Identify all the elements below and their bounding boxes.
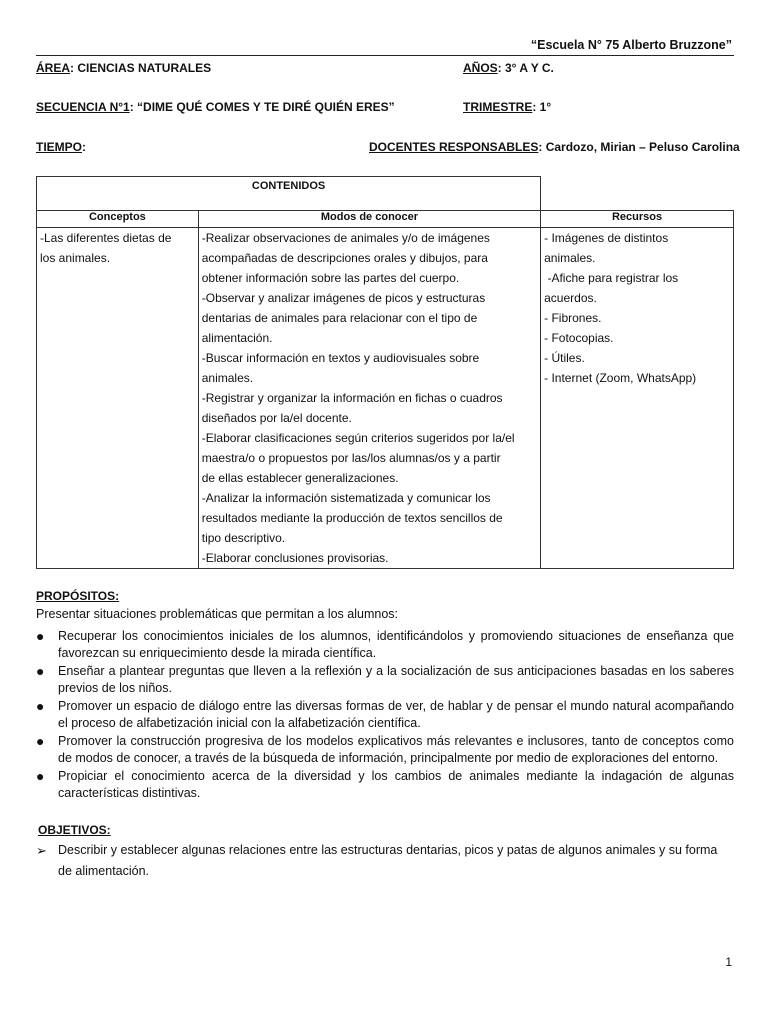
area-label: ÁREA bbox=[36, 61, 71, 75]
text-line: -Elaborar clasificaciones según criterios sugeridos por la/el bbox=[201, 431, 515, 445]
list-item: ● Promover la construcción progresiva de los modelos explicativos más relevantes e inclusores, tanto de conceptos como de modos de conocer, a través de la búsqueda de información, principalmente por medio de exploraciones del entorno. bbox=[36, 733, 734, 765]
bullet-icon: ● bbox=[36, 628, 45, 644]
recursos-header: Recursos bbox=[541, 211, 734, 228]
text-line: alimentación. bbox=[201, 331, 273, 345]
text-line: acompañadas de descripciones orales y dibujos, para bbox=[201, 251, 488, 265]
modos-header: Modos de conocer bbox=[198, 211, 540, 228]
anos-line bbox=[463, 61, 554, 75]
text-line: obtener información sobre las partes del cuerpo. bbox=[201, 271, 460, 285]
text-line: -Afiche para registrar los bbox=[544, 271, 679, 285]
contenidos-header: CONTENIDOS bbox=[37, 177, 541, 211]
secuencia-value: : “DIME QUÉ COMES Y TE DIRÉ QUIÉN ERES” bbox=[129, 100, 395, 114]
text-line: -Elaborar conclusiones provisorias. bbox=[201, 551, 389, 565]
modos-cell bbox=[198, 228, 540, 569]
tiempo-line bbox=[36, 140, 86, 154]
list-item: ● Promover un espacio de diálogo entre las diversas formas de ver, de hablar y de pensar el mundo natural acompañando el proceso de alfabetización inicial con la alfabetización científica. bbox=[36, 698, 734, 730]
contenidos-table bbox=[36, 176, 734, 569]
bullet-icon: ● bbox=[36, 733, 45, 749]
text-line: - Fotocopias. bbox=[544, 331, 614, 345]
docentes-line bbox=[369, 140, 740, 154]
text-line: dentarias de animales para relacionar con el tipo de bbox=[201, 311, 478, 325]
conceptos-header: Conceptos bbox=[37, 211, 199, 228]
bullet-icon: ● bbox=[36, 768, 45, 784]
header-rule bbox=[36, 55, 734, 56]
text-line: -Realizar observaciones de animales y/o de imágenes bbox=[201, 231, 490, 245]
text-line: tipo descriptivo. bbox=[201, 531, 286, 545]
objetivos-item: ➢ Describir y establecer algunas relaciones entre las estructuras dentarias, picos y patas de algunos animales y su forma de alimentación. bbox=[36, 840, 734, 882]
text-line: resultados mediante la producción de textos sencillos de bbox=[201, 511, 503, 525]
text-line: -Registrar y organizar la información en fichas o cuadros bbox=[201, 391, 503, 405]
text-line: diseñados por la/el docente. bbox=[201, 411, 352, 425]
text-line: animales. bbox=[201, 371, 254, 385]
list-item: ● Propiciar el conocimiento acerca de la diversidad y los cambios de animales mediante la indagación de algunas características distintivas. bbox=[36, 768, 734, 800]
text-line: los animales. bbox=[40, 251, 111, 265]
secuencia-line bbox=[36, 100, 395, 114]
anos-value: : 3° A Y C. bbox=[497, 61, 554, 75]
objetivos-title: OBJETIVOS: bbox=[38, 823, 111, 837]
propositos-list bbox=[36, 628, 734, 803]
text-line: - Fibrones. bbox=[544, 311, 602, 325]
trimestre-value: : 1° bbox=[532, 100, 552, 114]
school-name: “Escuela N° 75 Alberto Bruzzone” bbox=[530, 38, 732, 52]
recursos-cell bbox=[541, 228, 734, 569]
bullet-icon: ● bbox=[36, 698, 45, 714]
propositos-title: PROPÓSITOS: bbox=[36, 589, 120, 603]
area-value: : CIENCIAS NATURALES bbox=[70, 61, 212, 75]
text-line: - Útiles. bbox=[544, 351, 585, 365]
docentes-label: DOCENTES RESPONSABLES bbox=[369, 140, 539, 154]
text-line: - Internet (Zoom, WhatsApp) bbox=[544, 371, 697, 385]
trimestre-label: TRIMESTRE bbox=[463, 100, 533, 114]
bullet-icon: ● bbox=[36, 663, 45, 679]
propositos-intro: Presentar situaciones problemáticas que permitan a los alumnos: bbox=[36, 607, 398, 621]
text-line: - Imágenes de distintos bbox=[544, 231, 669, 245]
text-line: de ellas establecer generalizaciones. bbox=[201, 471, 399, 485]
arrowhead-bullet-icon: ➢ bbox=[36, 843, 47, 858]
anos-label: AÑOS bbox=[463, 61, 498, 75]
secuencia-label: SECUENCIA N°1 bbox=[36, 100, 130, 114]
trimestre-line bbox=[463, 100, 551, 114]
docentes-value: : Cardozo, Mirian – Peluso Carolina bbox=[538, 140, 740, 154]
text-line: maestra/o o propuestos por las/los alumnas/os y a partir bbox=[201, 451, 501, 465]
tiempo-value: : bbox=[82, 140, 87, 154]
list-item: ● Enseñar a plantear preguntas que lleven a la reflexión y a la socialización de sus anticipaciones basadas en los saberes previos de los niños. bbox=[36, 663, 734, 695]
text-line: -Buscar información en textos y audiovisuales sobre bbox=[201, 351, 480, 365]
text-line: -Analizar la información sistematizada y comunicar los bbox=[201, 491, 491, 505]
list-item: ● Recuperar los conocimientos iniciales de los alumnos, identificándolos y promoviendo situaciones de enseñanza que favorezcan su enriquecimiento desde la mirada científica. bbox=[36, 628, 734, 660]
page-number: 1 bbox=[725, 955, 732, 969]
text-line: animales. bbox=[544, 251, 596, 265]
text-line: acuerdos. bbox=[544, 291, 597, 305]
text-line: -Las diferentes dietas de bbox=[40, 231, 172, 245]
tiempo-label: TIEMPO bbox=[36, 140, 83, 154]
conceptos-cell bbox=[37, 228, 199, 569]
area-line bbox=[36, 61, 211, 75]
text-line: -Observar y analizar imágenes de picos y estructuras bbox=[201, 291, 486, 305]
